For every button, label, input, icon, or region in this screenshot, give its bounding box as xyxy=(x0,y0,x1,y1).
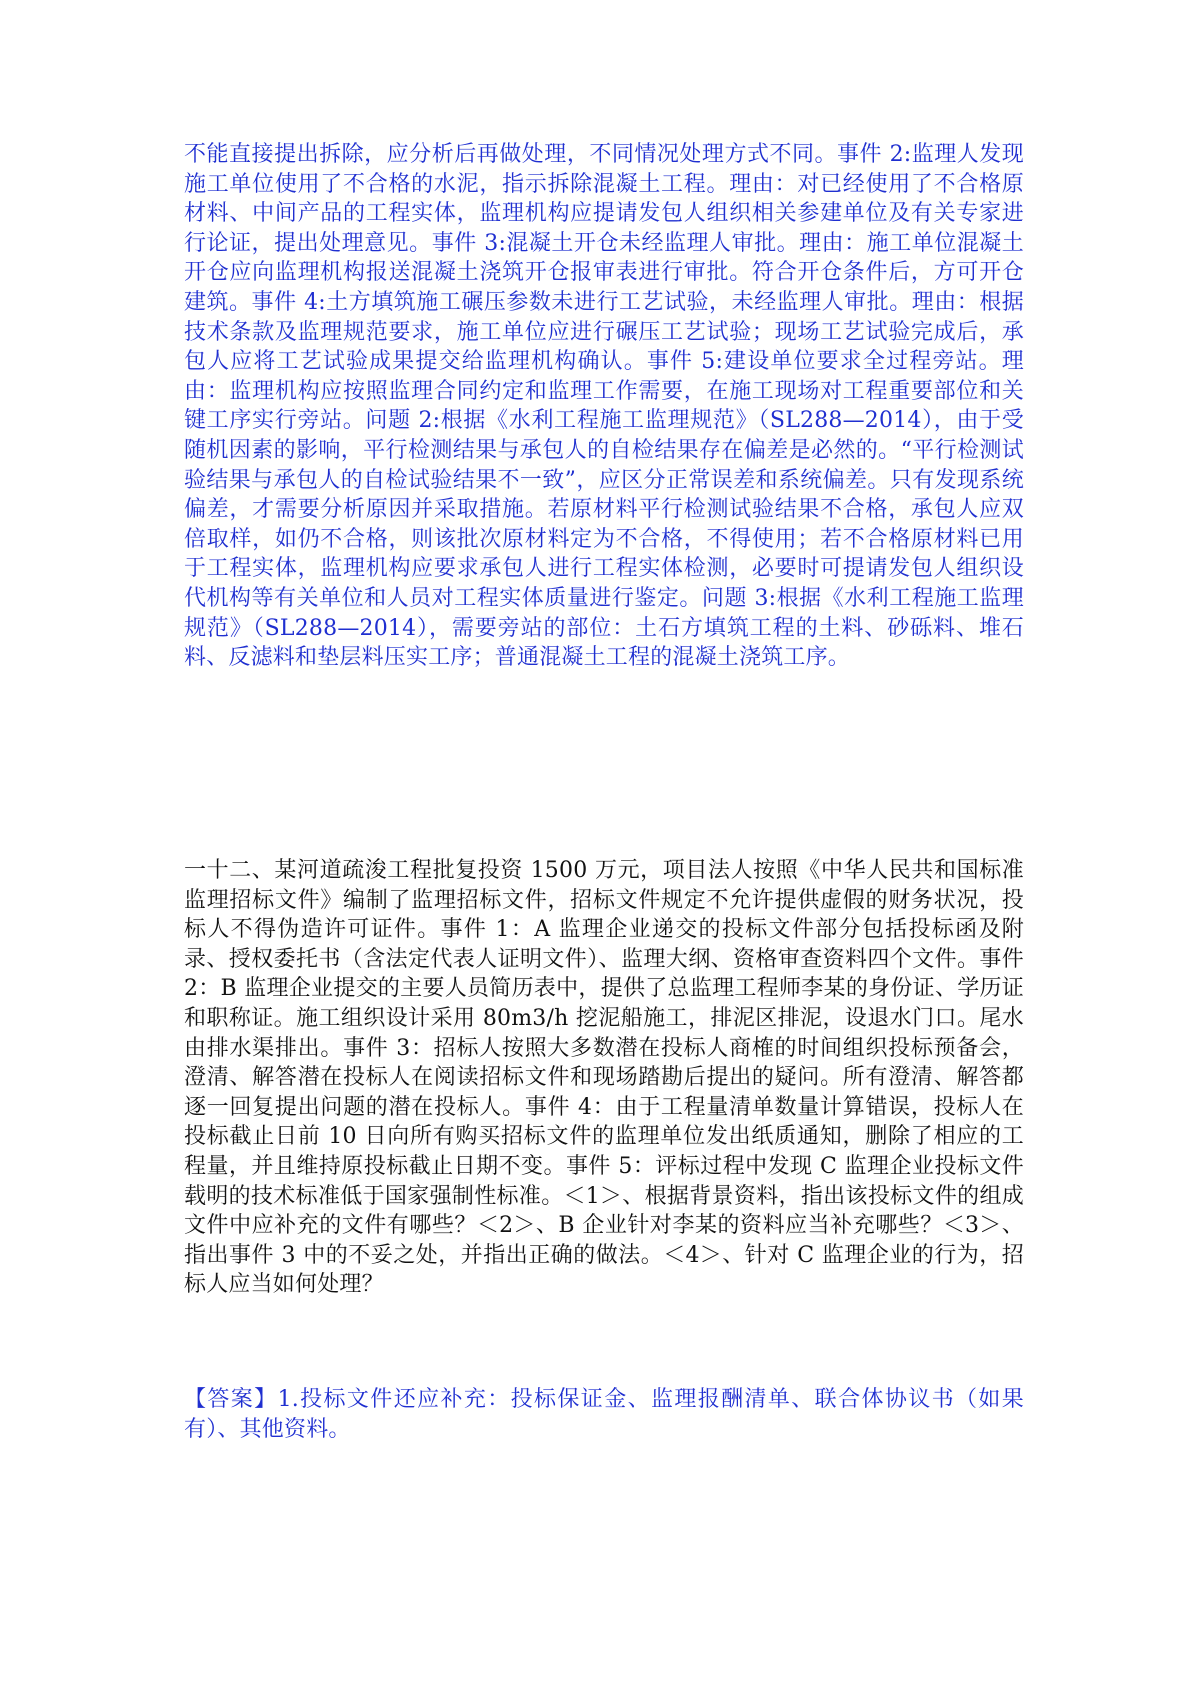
answer-label: 【答案】 xyxy=(184,1387,278,1412)
answer-continued-paragraph: 不能直接提出拆除，应分析后再做处理，不同情况处理方式不同。事件 2:监理人发现施工单位使用了不合格的水泥，指示拆除混凝土工程。理由：对已经使用了不合格原材料、中间产品的工程实体，监理机构应提请发包人组织相关参建单位及有关专家进行论证，提出处理意见。事件 3:混凝土开仓未经监理人审批。理由：施工单位混凝土开仓应向监理机构报送混凝土浇筑开仓报审表进行审批。符合开仓条件后，方可开仓建筑。事件 4:土方填筑施工碾压参数未进行工艺试验，未经监理人审批。理由：根据技术条款及监理规范要求，施工单位应进行碾压工艺试验；现场工艺试验完成后，承包人应将工艺试验成果提交给监理机构确认。事件 5:建设单位要求全过程旁站。理由：监理机构应按照监理合同约定和监理工作需要，在施工现场对工程重要部位和关键工序实行旁站。问题 2:根据《水利工程施工监理规范》（SL288—2014），由于受随机因素的影响，平行检测结果与承包人的自检结果存在偏差是必然的。“平行检测试验结果与承包人的自检试验结果不一致”，应区分正常误差和系统偏差。只有发现系统偏差，才需要分析原因并采取措施。若原材料平行检测试验结果不合格，承包人应双倍取样，如仍不合格，则该批次原材料定为不合格，不得使用；若不合格原材料已用于工程实体，监理机构应要求承包人进行工程实体检测，必要时可提请发包人组织设代机构等有关单位和人员对工程实体质量进行鉴定。问题 3:根据《水利工程施工监理规范》（SL288—2014），需要旁站的部位：土石方填筑工程的土料、砂砾料、堆石料、反滤料和垫层料压实工序；普通混凝土工程的混凝土浇筑工序。 xyxy=(184,142,1024,671)
answer-12-paragraph xyxy=(184,1385,1024,1444)
question-12-paragraph: 一十二、某河道疏浚工程批复投资 1500 万元，项目法人按照《中华人民共和国标准监理招标文件》编制了监理招标文件，招标文件规定不允许提供虚假的财务状况，投标人不得伪造许可证件。事件 1：A 监理企业递交的投标文件部分包括投标函及附录、授权委托书（含法定代表人证明文件）、监理大纲、资格审查资料四个文件。事件 2：B 监理企业提交的主要人员简历表中，提供了总监理工程师李某的身份证、学历证和职称证。施工组织设计采用 80m3/h 挖泥船施工，排泥区排泥，设退水门口。尾水由排水渠排出。事件 3：招标人按照大多数潜在投标人商榷的时间组织投标预备会，澄清、解答潜在投标人在阅读招标文件和现场踏勘后提出的疑问。所有澄清、解答都逐一回复提出问题的潜在投标人。事件 4：由于工程量清单数量计算错误，投标人在投标截止日前 10 日向所有购买招标文件的监理单位发出纸质通知，删除了相应的工程量，并且维持原投标截止日期不变。事件 5：评标过程中发现 C 监理企业投标文件载明的技术标准低于国家强制性标准。＜1＞、根据背景资料，指出该投标文件的组成文件中应补充的文件有哪些？＜2＞、B 企业针对李某的资料应当补充哪些？＜3＞、指出事件 3 中的不妥之处，并指出正确的做法。＜4＞、针对 C 监理企业的行为，招标人应当如何处理？ xyxy=(184,858,1024,1298)
answer-12-text: 1.投标文件还应补充：投标保证金、监理报酬清单、联合体协议书（如果有）、其他资料。 xyxy=(184,1387,1024,1442)
